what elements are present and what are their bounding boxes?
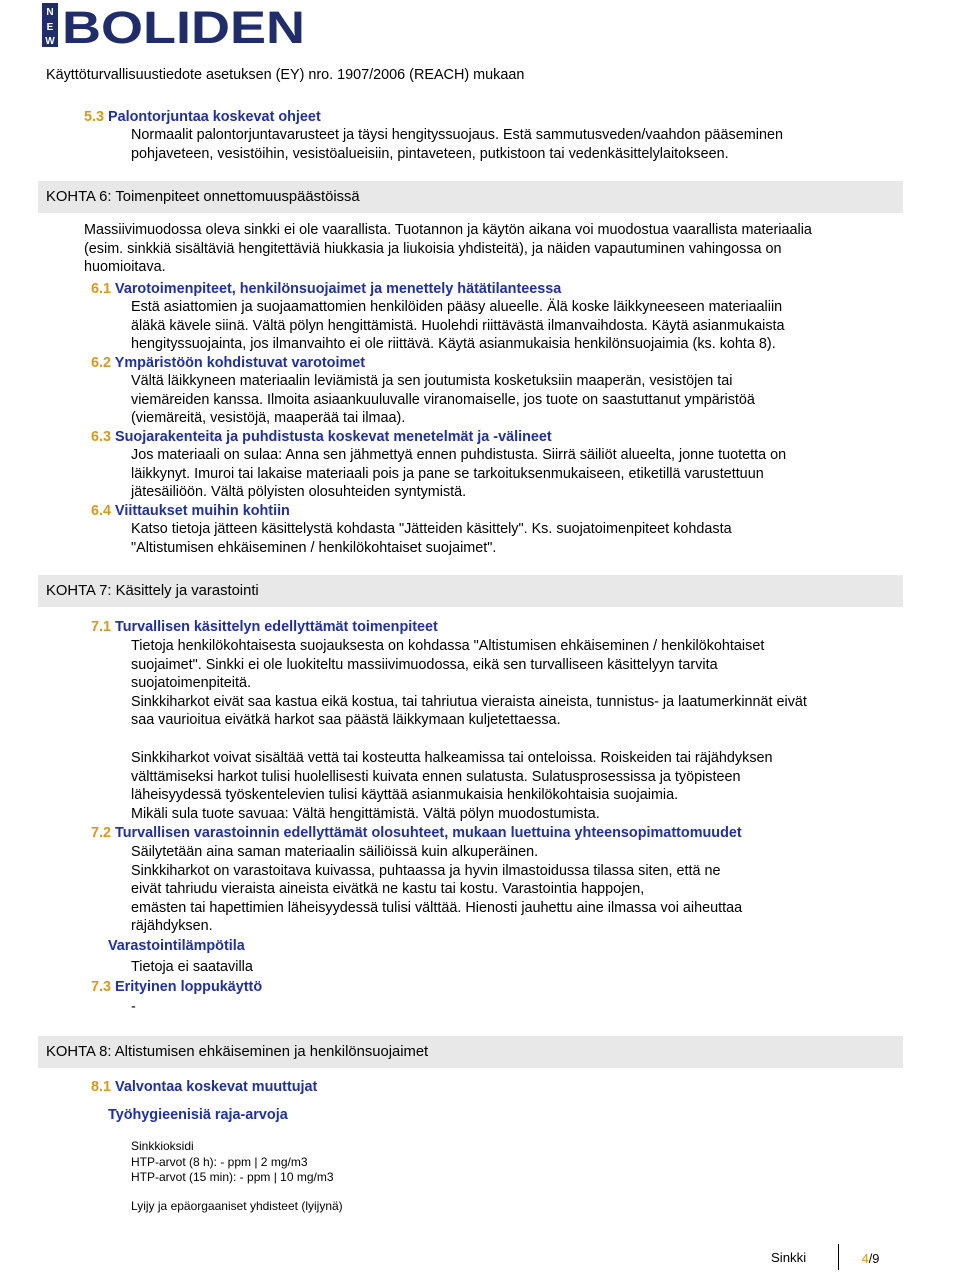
subsection-6-1-title: 6.1 Varotoimenpiteet, henkilönsuojaimet ja menettely hätätilanteessa [91, 281, 562, 297]
document-header: Käyttöturvallisuustiedote asetuksen (EY) nro. 1907/2006 (REACH) mukaan [46, 67, 525, 83]
page-number: 4/9 [838, 1244, 902, 1270]
subsection-7-1-text-b: Sinkkiharkot voivat sisältää vettä tai kosteutta halkeamissa tai onteloissa. Roiskeiden tai räjähdyksen välttämiseksi harkot tulisi huolellisesti kuivata ennen sulatusta. Sulatusprosessissa ja työpisteen läheisyydessä työskentelevien tulisi käyttää asianmukaisia henkilökohtaisia suojaimia. Mikäli sula tuote savuaa: Vältä hengittämistä. Vältä pölyn muodostumista. [131, 750, 773, 822]
subsection-7-1-title: 7.1 Turvallisen käsittelyn edellyttämät toimenpiteet [91, 619, 438, 635]
subsection-6-3-text: Jos materiaali on sulaa: Anna sen jähmettyä ennen puhdistusta. Siirrä säiliöt alueelta, jonne tuotetta on läikkynyt. Imuroi tai lakaise materiaali pois ja pane se tarkoituksenmukaiseen, etiketillä varustettuun jätesäiliöön. Vältä pölyisten olosuhteiden syntymistä. [131, 447, 787, 501]
storage-temperature-title: Varastointilämpötila [108, 938, 245, 954]
section-6-heading: KOHTA 6: Toimenpiteet onnettomuuspäästöissä [38, 181, 903, 213]
substance-name: Sinkkioksidi [131, 1139, 194, 1153]
htp-8h-value: HTP-arvot (8 h): - ppm | 2 mg/m3 [131, 1155, 308, 1169]
section-8-heading: KOHTA 8: Altistumisen ehkäiseminen ja henkilönsuojaimet [38, 1036, 903, 1068]
subsection-7-3-title: 7.3 Erityinen loppukäyttö [91, 979, 263, 995]
subsection-6-2-title: 6.2 Ympäristöön kohdistuvat varotoimet [91, 355, 366, 371]
subsection-6-2-text: Vältä läikkyneen materiaalin leviämistä ja sen joutumista kosketuksiin maaperän, vesistöjen tai viemäreiden kanssa. Ilmoita asiaankuuluvalle viranomaiselle, jos tuote on saastuttanut ympäristöä (viemäreitä, vesistöjä, maaperää tai ilmaa). [131, 373, 755, 427]
occupational-limits-title: Työhygieenisiä raja-arvoja [108, 1107, 288, 1123]
logo-small-letter-e: E [46, 22, 54, 33]
htp-15min-value: HTP-arvot (15 min): - ppm | 10 mg/m3 [131, 1170, 334, 1184]
section-7-heading: KOHTA 7: Käsittely ja varastointi [38, 575, 903, 607]
substance-lead: Lyijy ja epäorgaaniset yhdisteet (lyijynä) [131, 1199, 343, 1213]
logo-wordmark: BOLIDEN [62, 3, 305, 47]
subsection-7-1-text-a: Tietoja henkilökohtaisesta suojauksesta on kohdassa "Altistumisen ehkäiseminen / henkilökohtaiset suojaimet". Sinkki ei ole luokiteltu massiivimuodossa, eikä sen turvalliseen käsittelyyn tarvita suojatoimenpiteitä. Sinkkiharkot eivät saa kastua eikä kostua, tai tahriutua vieraista aineista, tunnistus- ja laatumerkinnät eivät saa vaurioitua eivätkä harkot saa päästä läikkymaan kuljetettaessa. [131, 638, 807, 729]
subsection-6-1-text: Estä asiattomien ja suojaamattomien henkilöiden pääsy alueelle. Älä koske läikkyneeseen materiaaliin äläkä kävele siinä. Vältä pölyn hengittämistä. Huolehdi riittävästä ilmanvaihdosta. Käytä asianmukaista hengityssuojainta, jos ilmanvaihto ei ole riittävä. Käytä asianmukaisia henkilönsuojaimia (ks. kohta 8). [131, 299, 785, 353]
subsection-7-2-title: 7.2 Turvallisen varastoinnin edellyttämät olosuhteet, mukaan luettuina yhteensopimattomuudet [91, 825, 742, 841]
boliden-logo [42, 3, 307, 47]
subsection-6-4-text: Katso tietoja jätteen käsittelystä kohdasta "Jätteiden käsittely". Ks. suojatoimenpiteet kohdasta "Altistumisen ehkäiseminen / henkilökohtaiset suojaimet". [131, 521, 732, 556]
subsection-8-1-title: 8.1 Valvontaa koskevat muuttujat [91, 1079, 318, 1095]
subsection-7-2-text: Säilytetään aina saman materiaalin säiliöissä kuin alkuperäinen. Sinkkiharkot on varastoitava kuivassa, puhtaassa ja hyvin ilmastoidussa tilassa siten, että ne eivät tahriudu vieraista aineista eivätkä ne kastu tai kostu. Varastointia happojen, emästen tai hapettimien läheisyydessä tulisi välttää. Hienosti jauhettu aine ilmassa voi aiheuttaa räjähdyksen. [131, 844, 743, 935]
footer-product-name: Sinkki [771, 1250, 807, 1265]
storage-temperature-value: Tietoja ei saatavilla [131, 959, 253, 975]
section-6-intro: Massiivimuodossa oleva sinkki ei ole vaarallista. Tuotannon ja käytön aikana voi muodostua vaarallista materiaalia (esim. sinkkiä sisältäviä hengitettäviä hiukkasia ja liukoisia yhdisteitä), ja näiden vapautuminen vahingossa on huomioitava. [84, 222, 812, 276]
logo-small-letter-n: N [46, 7, 54, 18]
subsection-5-3-text: Normaalit palontorjuntavarusteet ja täysi hengityssuojaus. Estä sammutusveden/vaahdon pääseminen pohjaveteen, vesistöihin, vesistöalueisiin, pintaveteen, putkistoon tai vedenkäsittelylaitokseen. [131, 127, 783, 162]
subsection-7-3-value: - [131, 999, 136, 1015]
subsection-5-3-title: 5.3 Palontorjuntaa koskevat ohjeet [84, 109, 321, 125]
subsection-6-4-title: 6.4 Viittaukset muihin kohtiin [91, 503, 290, 519]
subsection-6-3-title: 6.3 Suojarakenteita ja puhdistusta koskevat menetelmät ja -välineet [91, 429, 552, 445]
logo-small-letter-w: W [45, 36, 55, 47]
